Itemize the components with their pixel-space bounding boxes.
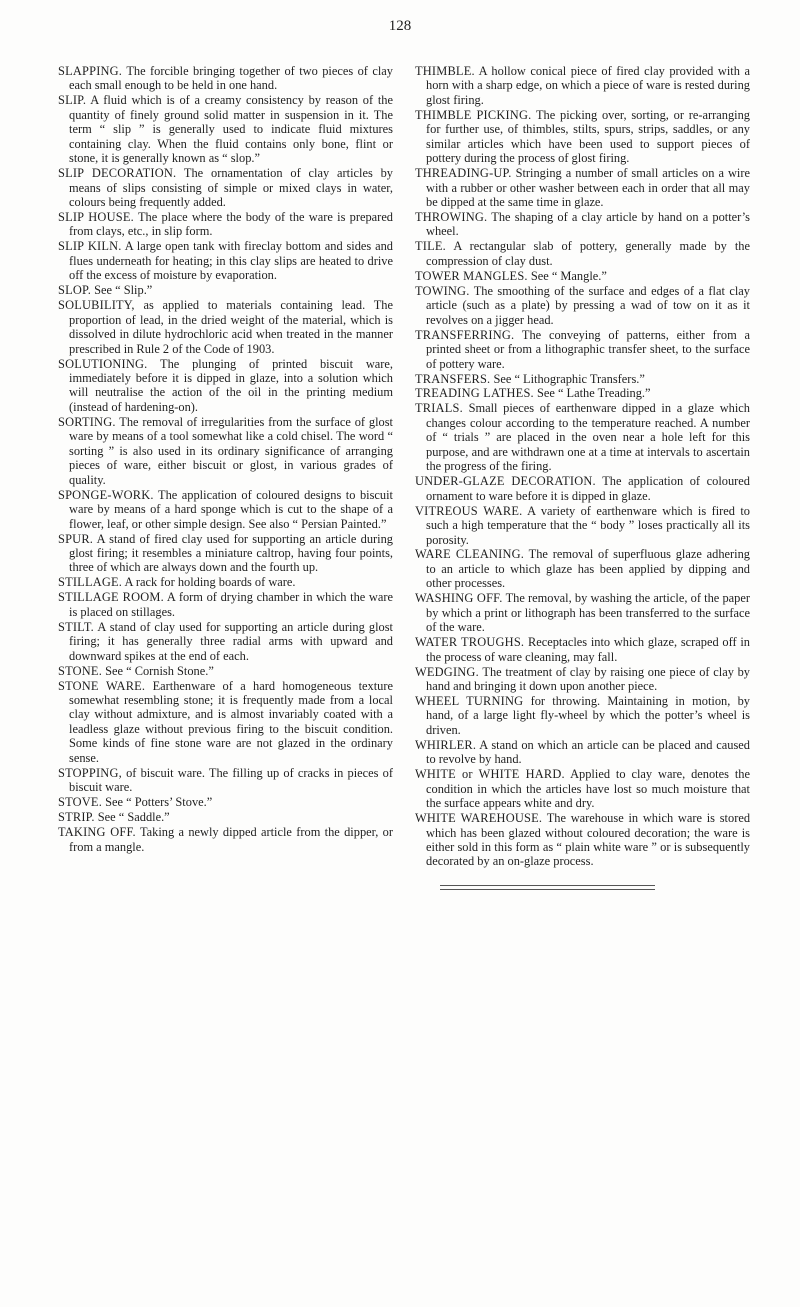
glossary-entry	[58, 283, 393, 297]
glossary-term: SPUR.	[58, 531, 94, 546]
glossary-definition: A hollow conical piece of fired clay provided with a horn with a sharp edge, on which a piece of ware is rested during glost firing.	[426, 64, 750, 107]
glossary-definition: The removal of irregularities from the surface of glost ware by means of a tool somewhat like a cold chisel. The word “ sorting ” is also used in its ordinary significance of arranging pieces of ware, either biscuit or glost, in various grades of quality.	[69, 414, 393, 487]
glossary-entry	[415, 635, 750, 664]
glossary-term: WHITE or WHITE HARD.	[415, 767, 565, 782]
glossary-term: THREADING-UP.	[415, 166, 512, 181]
glossary-entry	[415, 239, 750, 268]
glossary-definition: A stand on which an article can be placed and caused to revolve by hand.	[426, 737, 750, 767]
glossary-term: STONE WARE.	[58, 678, 146, 693]
glossary-term: SLIP HOUSE.	[58, 210, 134, 225]
glossary-definition: See “ Slip.”	[94, 283, 153, 298]
glossary-definition: The application of coloured ornament to ware before it is dipped in glaze.	[426, 474, 750, 503]
glossary-definition: Applied to clay ware, denotes the condition in which the articles have lost so much moisture that the surface appears white and dry.	[426, 767, 750, 811]
glossary-entry	[415, 504, 750, 547]
glossary-term: THROWING.	[415, 210, 488, 225]
glossary-entry	[58, 825, 393, 854]
glossary-definition: See “ Mangle.”	[530, 268, 607, 283]
glossary-definition: See “ Lithographic Transfers.”	[493, 371, 645, 386]
glossary-term: VITREOUS WARE.	[415, 503, 523, 518]
glossary-entry	[58, 298, 393, 356]
glossary-entry	[58, 575, 393, 589]
glossary-definition: for throwing. Maintaining in motion, by hand, of a large light fly-wheel by which the potter’s wheel is driven.	[426, 693, 751, 737]
glossary-entry	[58, 415, 393, 487]
glossary-term: STILLAGE ROOM.	[58, 590, 164, 605]
glossary-term: STRIP.	[58, 810, 95, 825]
glossary-term: SLOP.	[58, 283, 92, 298]
glossary-definition: A large open tank with fireclay bottom and sides and flues underneath for heating; in this clay slips are heated to drive off the excess of moisture by evaporation.	[69, 239, 393, 283]
glossary-term: TILE.	[415, 239, 446, 254]
glossary-entry	[58, 590, 393, 619]
glossary-term: SPONGE-WORK.	[58, 487, 154, 502]
glossary-term: STILT.	[58, 619, 94, 634]
glossary-entry	[58, 210, 393, 239]
glossary-entry	[415, 694, 750, 737]
glossary-entry	[415, 386, 750, 400]
glossary-definition: The treatment of clay by raising one piece of clay by hand and bringing it down upon another piece.	[426, 664, 751, 694]
glossary-definition: A form of drying chamber in which the ware is placed on stillages.	[69, 590, 393, 619]
glossary-definition: Small pieces of earthenware dipped in a glaze which changes colour according to the temperature reached. A number of “ trials ” are placed in the oven near a hole left for this purpose, and are withdrawn one at a time at intervals to ascertain the progress of the firing.	[426, 401, 750, 474]
glossary-term: TREADING LATHES.	[415, 386, 534, 401]
glossary-definition: See “ Cornish Stone.”	[105, 663, 214, 678]
glossary-term: SLIP.	[58, 93, 87, 108]
glossary-term: WHITE WAREHOUSE.	[415, 811, 543, 826]
glossary-definition: The removal of superfluous glaze adhering to an article to which glaze has been applied by dipping and other processes.	[426, 547, 750, 591]
glossary-term: STOVE.	[58, 795, 102, 810]
glossary-term: WARE CLEANING.	[415, 547, 525, 562]
glossary-entry	[58, 679, 393, 766]
glossary-definition: Receptacles into which glaze, scraped off in the process of ware cleaning, may fall.	[426, 635, 750, 664]
end-rule	[440, 885, 655, 890]
glossary-term: WHEEL TURNING	[415, 693, 524, 708]
glossary-entry	[415, 474, 750, 503]
glossary-term: SOLUBILITY,	[58, 298, 135, 313]
glossary-definition: A stand of clay used for supporting an article during glost firing; it has generally three radial arms with upward and downward spikes at the end of each.	[69, 619, 393, 663]
glossary-term: STONE.	[58, 663, 102, 678]
glossary-term: SORTING.	[58, 414, 116, 429]
glossary-entry	[415, 64, 750, 107]
glossary-definition: The shaping of a clay article by hand on a potter’s wheel.	[426, 210, 750, 239]
glossary-definition: The place where the body of the ware is prepared from clays, etc., in slip form.	[69, 210, 394, 239]
glossary-term: SLIP DECORATION.	[58, 166, 177, 181]
glossary-definition: A variety of earthenware which is fired to such a high temperature that the “ body ” loses practically all its porosity.	[426, 503, 750, 547]
glossary-term: STOPPING,	[58, 765, 122, 780]
page-number: 128	[388, 18, 412, 34]
glossary-entry	[58, 166, 393, 209]
glossary-term: THIMBLE PICKING.	[415, 107, 532, 122]
glossary-entry	[415, 210, 750, 239]
glossary-entry	[58, 239, 393, 282]
glossary-term: WATER TROUGHS.	[415, 635, 525, 650]
glossary-entry	[415, 547, 750, 590]
glossary-definition: The smoothing of the surface and edges of a flat clay article (such as a plate) by pressing a wad of tow on it as it revolves on a jigger head.	[426, 283, 751, 327]
glossary-entry	[415, 108, 750, 166]
glossary-definition: Stringing a number of small articles on a wire with a rubber or other washer between each in order that all may be dipped at the same time in glaze.	[426, 166, 750, 210]
glossary-term: THIMBLE.	[415, 64, 475, 78]
glossary-term: WHIRLER.	[415, 737, 477, 752]
glossary-definition: The picking over, sorting, or re-arranging for further use, of thimbles, stilts, spurs, strips, saddles, or any similar articles which have been used to support pieces of pottery during the process of glost firing.	[426, 107, 750, 166]
glossary-entry	[415, 284, 750, 327]
glossary-definition: The ornamentation of clay articles by means of slips consisting of simple or mixed clays in water, colours being frequently added.	[69, 166, 394, 210]
glossary-entry	[58, 488, 393, 531]
glossary-definition: The conveying of patterns, either from a printed sheet or from a lithographic transfer sheet, to the surface of pottery ware.	[426, 327, 750, 371]
glossary-definition: Taking a newly dipped article from the dipper, or from a mangle.	[69, 825, 393, 854]
glossary-entry	[58, 357, 393, 415]
right-column	[415, 64, 750, 869]
glossary-definition: A fluid which is of a creamy consistency by reason of the quantity of finely ground solid matter in suspension in it. The term “ slip ” is generally used to indicate fluid mixtures containing clay. When the fluid contains only bone, flint or stone, it is generally known as “ slop.”	[69, 93, 394, 166]
glossary-definition: See “ Potters’ Stove.”	[105, 795, 213, 810]
glossary-term: SOLUTIONING.	[58, 356, 148, 371]
glossary-definition: A stand of fired clay used for supporting an article during glost firing; it resembles a miniature caltrop, having four points, three of which are always down and the fourth up.	[69, 531, 393, 575]
glossary-definition: The forcible bringing together of two pieces of clay each small enough to be held in one hand.	[69, 64, 394, 93]
glossary-definition: The plunging of printed biscuit ware, immediately before it is dipped in glaze, into a solution which will neutralise the action of the oil in the printing medium (instead of hardening-on).	[69, 356, 393, 414]
glossary-entry	[58, 766, 393, 795]
glossary-definition: The removal, by washing the article, of the paper by which a print or lithograph has been transferred to the surface of the ware.	[426, 591, 751, 635]
glossary-definition: See “ Lathe Treading.”	[536, 386, 651, 401]
glossary-term: TOWING.	[415, 283, 470, 298]
glossary-entry	[415, 269, 750, 283]
glossary-term: UNDER-GLAZE DECORATION.	[415, 474, 596, 489]
glossary-definition: A rectangular slab of pottery, generally made by the compression of clay dust.	[426, 239, 750, 268]
glossary-entry	[415, 372, 750, 386]
glossary-entry	[415, 767, 750, 810]
glossary-term: SLAPPING.	[58, 64, 123, 78]
glossary-entry	[58, 620, 393, 663]
glossary-definition: as applied to materials containing lead. The proportion of lead, in the dried weight of the material, which is dissolved in dilute hydrochloric acid when treated in the manner prescribed in Rule 2 of the Code of 1903.	[69, 298, 393, 356]
glossary-term: SLIP KILN.	[58, 239, 122, 254]
glossary-entry	[58, 810, 393, 824]
glossary-entry	[58, 93, 393, 165]
glossary-definition: See “ Saddle.”	[97, 810, 170, 825]
glossary-entry	[58, 664, 393, 678]
glossary-term: TRANSFERRING.	[415, 327, 515, 342]
glossary-definition: The application of coloured designs to biscuit ware by means of a hard sponge which is cut to the shape of a flower, leaf, or other simple design. See also “ Persian Painted.”	[69, 487, 394, 531]
glossary-entry	[415, 591, 750, 634]
glossary-term: TOWER MANGLES.	[415, 268, 528, 283]
glossary-entry	[415, 811, 750, 869]
glossary-entry	[58, 64, 393, 93]
glossary-term: TRIALS.	[415, 401, 463, 416]
glossary-term: STILLAGE.	[58, 575, 123, 590]
glossary-entry	[415, 665, 750, 694]
glossary-term: WASHING OFF.	[415, 591, 503, 606]
glossary-entry	[58, 532, 393, 575]
glossary-term: WEDGING.	[415, 664, 479, 679]
glossary-definition: Earthenware of a hard homogeneous texture somewhat resembling stone; it is frequently made from a local clay without admixture, and is almost invariably coated with a leadless glaze without previous firing to the biscuit condition. Some kinds of fine stone ware are not glazed in the ordinary sense.	[69, 678, 393, 765]
glossary-definition: The warehouse in which ware is stored which has been glazed without coloured decoration; the ware is either sold in this form as “ plain white ware ” or is subsequently decorated by an on-glaze process.	[426, 811, 751, 869]
glossary-definition: A rack for holding boards of ware.	[124, 575, 296, 590]
left-column	[58, 64, 393, 854]
glossary-entry	[58, 795, 393, 809]
glossary-entry	[415, 166, 750, 209]
glossary-term: TRANSFERS.	[415, 371, 491, 386]
glossary-entry	[415, 401, 750, 473]
glossary-entry	[415, 328, 750, 371]
glossary-definition: of biscuit ware. The filling up of cracks in pieces of biscuit ware.	[69, 765, 393, 795]
glossary-term: TAKING OFF.	[58, 825, 136, 840]
glossary-entry	[415, 738, 750, 767]
